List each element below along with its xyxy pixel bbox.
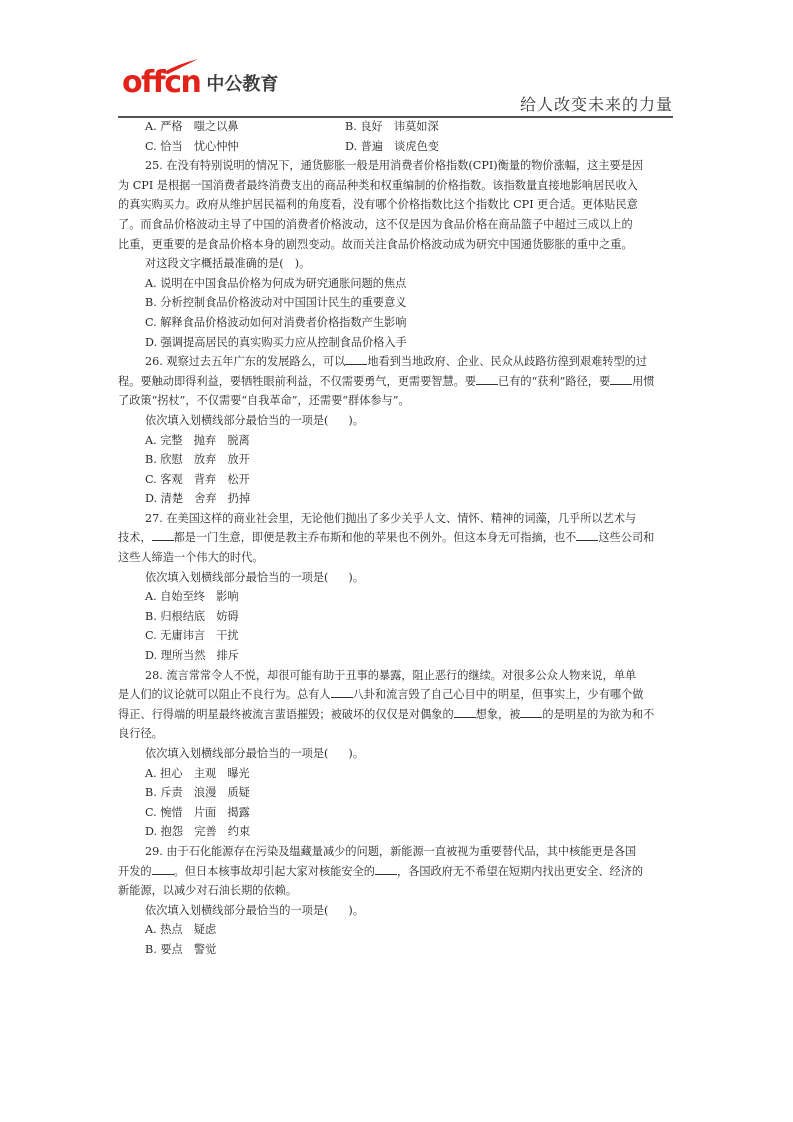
prev-question-options-row-1: [118, 117, 673, 137]
text-segment: 。但日本核事故却引起大家对核能安全的: [173, 864, 375, 878]
logo-latin-text: offcn: [122, 65, 201, 100]
fill-blank: [152, 528, 174, 541]
question-text-line: [118, 352, 673, 372]
option-c: C. 无庸讳言 干扰: [145, 629, 239, 643]
text-segment: 开发的: [118, 864, 152, 878]
prompt-text: 依次填入划横线部分最恰当的一项是(: [145, 747, 329, 760]
option-a: A. 担心 主观 曝光: [145, 766, 250, 780]
question-text-line: [118, 685, 673, 705]
option-b: B. 分析控制食品价格波动对中国国计民生的重要意义: [145, 296, 407, 310]
option-b: B. 斥责 浪漫 质疑: [145, 786, 250, 800]
option-d: D. 普遍 谈虎色变: [345, 139, 439, 153]
prompt-text: )。: [348, 747, 364, 760]
logo-wordmark: [122, 66, 200, 100]
question-26: [118, 352, 673, 509]
option-d: D. 抱怨 完善 约束: [145, 825, 251, 839]
text-segment: 都是一门生意，即便是教主乔布斯和他的苹果也不例外。但这本身无可指摘，也不: [173, 531, 577, 545]
option-a: A. 自始至终 影响: [145, 590, 239, 604]
question-text-line: 27. 在美国这样的商业社会里，无论他们抛出了多少关乎人文、情怀、精神的词藻，几乎所以艺术与: [145, 511, 637, 525]
option-c: C. 惋惜 片面 揭露: [145, 805, 250, 819]
fill-blank: [576, 528, 598, 541]
question-prompt: 对这段文字概括最准确的是( )。: [145, 257, 311, 271]
prompt-text: )。: [348, 570, 364, 584]
logo-swoosh-icon: [160, 58, 200, 74]
fill-blank: [345, 352, 367, 365]
option-d: D. 清楚 舍弃 扔掉: [145, 492, 251, 506]
fill-blank: [610, 372, 632, 385]
option-b: B. 欣慰 放弃 放开: [145, 453, 250, 467]
question-prompt: [118, 744, 673, 764]
option-b: B. 良好 讳莫如深: [345, 120, 439, 133]
text-segment: 技术，: [118, 531, 152, 545]
header-slogan: 给人改变未来的力量: [519, 95, 673, 114]
question-text-line: 的真实购买力。政府从维护居民福利的角度看，没有哪个价格指数比这个指数比 CPI 更合适。更体贴民意: [118, 198, 638, 212]
document-body: [118, 117, 673, 960]
question-prompt: [118, 411, 673, 431]
option-c: C. 恰当 忧心忡忡: [145, 139, 239, 153]
option-d: D. 强调提高居民的真实购买力应从控制食品价格入手: [145, 335, 407, 349]
prompt-text: 依次填入划横线部分最恰当的一项是(: [145, 903, 329, 917]
option-a: A. 严格 嗤之以鼻: [145, 120, 239, 133]
question-text-line: 比重，更重要的是食品价格本身的剧烈变动。故而关注食品价格波动成为研究中国通货膨胀的重中之重。: [118, 237, 633, 251]
question-text-line: 25. 在没有特别说明的情况下，通货膨胀一般是用消费者价格指数(CPI)衡量的物价涨幅，这主要是因: [145, 159, 644, 173]
question-28: [118, 666, 673, 842]
question-25: [118, 156, 673, 352]
fill-blank: [476, 372, 498, 385]
option-d: D. 理所当然 排斥: [145, 649, 239, 663]
question-text-line: [118, 705, 673, 725]
prompt-text: )。: [348, 413, 364, 427]
text-segment: 这些公司和: [598, 531, 655, 545]
fill-blank: [331, 685, 353, 698]
prev-question-options-row-2: [118, 137, 673, 157]
fill-blank: [454, 705, 476, 718]
page-header: [118, 58, 673, 118]
logo-chinese-text: 中公教育: [206, 74, 279, 95]
text-segment: 地看到当地政府、企业、民众从歧路彷徨到艰难转型的过: [367, 355, 648, 369]
fill-blank: [520, 705, 542, 718]
text-segment: 是人们的议论就可以阻止不良行为。总有人: [118, 688, 331, 702]
question-text-line: 28. 流言常常令人不悦，却很可能有助于丑事的暴露，阻止恶行的继续。对很多公众人物来说，单单: [145, 668, 637, 682]
text-segment: 用惯: [632, 374, 655, 388]
fill-blank: [375, 862, 397, 875]
prompt-text: 依次填入划横线部分最恰当的一项是(: [145, 570, 329, 584]
text-segment: 八卦和流言毁了自己心目中的明星，但事实上，少有哪个做: [352, 688, 644, 702]
question-27: [118, 509, 673, 666]
text-segment: ，各国政府无不希望在短期内找出更安全、经济的: [396, 864, 644, 878]
prompt-text: )。: [348, 903, 364, 917]
question-29: [118, 842, 673, 960]
option-c: C. 解释食品价格波动如何对消费者价格指数产生影响: [145, 315, 407, 329]
text-segment: 的是明星的为欲为和不: [542, 707, 655, 721]
option-b: B. 归根结底 妨碍: [145, 609, 239, 623]
question-text-line: [118, 862, 673, 882]
option-b: B. 要点 警觉: [145, 942, 217, 956]
question-text-line: 良行径。: [118, 727, 163, 741]
option-c: C. 客观 背弃 松开: [145, 472, 250, 486]
question-prompt: [118, 901, 673, 921]
question-text-line: 了政策“拐杖”，不仅需要“自我革命”，还需要“群体参与”。: [118, 394, 410, 408]
text-segment: 想象，被: [475, 707, 521, 721]
prompt-text: 依次填入划横线部分最恰当的一项是(: [145, 413, 329, 427]
option-a: A. 热点 疑虑: [145, 923, 217, 937]
text-segment: 已有的“获利”路径，要: [498, 374, 611, 388]
question-text-line: [118, 528, 673, 548]
question-text-line: 29. 由于石化能源存在污染及缊藏量减少的问题，新能源一直被视为重要替代品，其中核能更是各国: [145, 844, 637, 858]
question-text-line: [118, 372, 673, 392]
question-prompt: [118, 568, 673, 588]
question-text-line: 为 CPI 是根据一国消费者最终消费支出的商品种类和权重编制的价格指数。该指数量直接地影响居民收入: [118, 178, 638, 192]
question-text-line: 这些人缔造一个伟大的时代。: [118, 551, 264, 565]
offcn-logo: [122, 60, 278, 100]
option-a: A. 完整 抛弃 脱离: [145, 433, 250, 447]
option-a: A. 说明在中国食品价格为何成为研究通胀问题的焦点: [145, 276, 407, 290]
question-text-line: 了。而食品价格波动主导了中国的消费者价格波动，这不仅是因为食品价格在商品篮子中超过三成以上的: [118, 217, 633, 231]
text-segment: 程。要触动即得利益，要牺牲眼前利益，不仅需要勇气，更需要智慧。要: [118, 374, 477, 388]
fill-blank: [152, 862, 174, 875]
question-text-line: 新能源，以减少对石油长期的依赖。: [118, 884, 298, 898]
text-segment: 得正、行得端的明星最终被流言蜚语摧毁；被破坏的仅仅是对偶象的: [118, 707, 454, 721]
text-segment: 26. 观察过去五年广东的发展路么，可以: [145, 355, 346, 369]
